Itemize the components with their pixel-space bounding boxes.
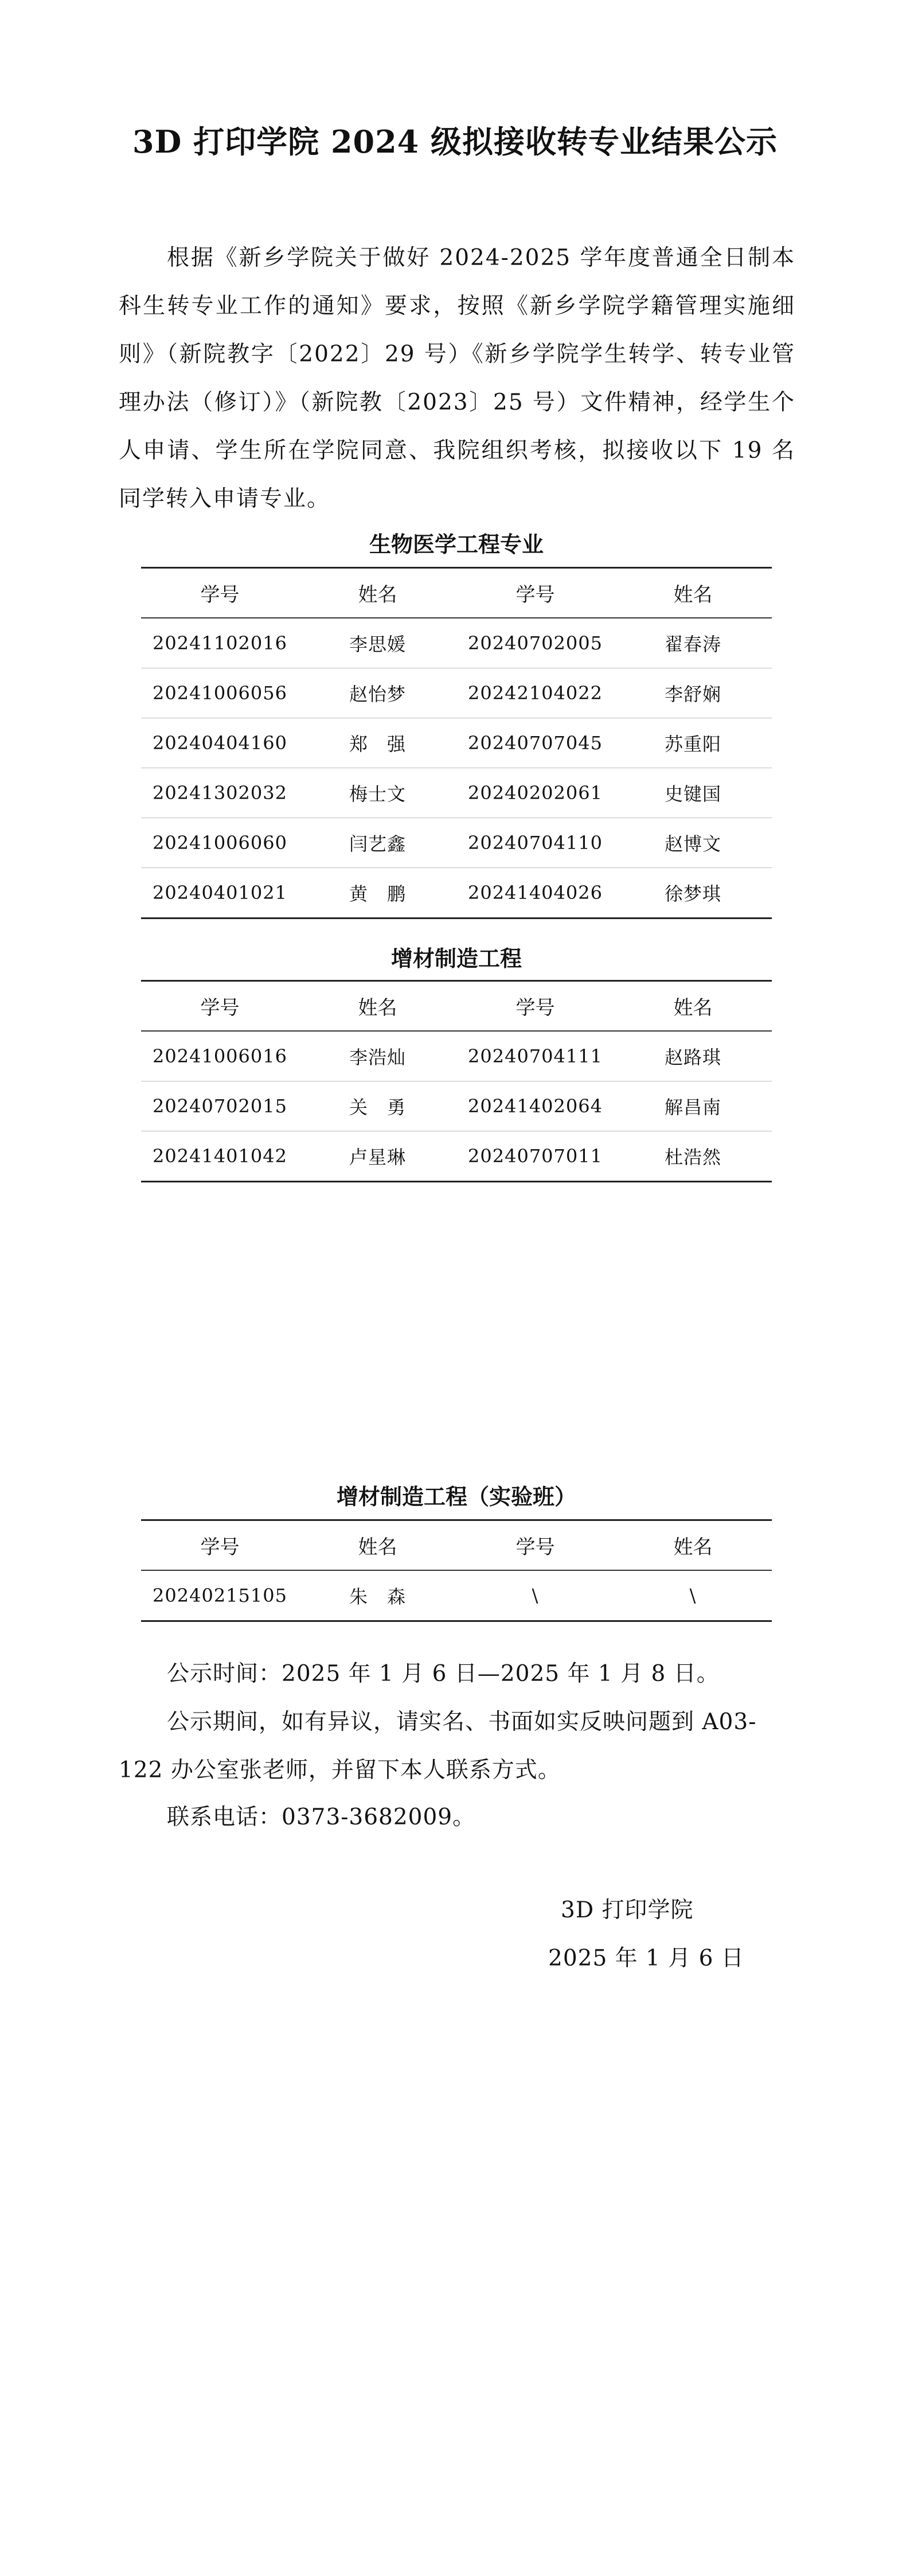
column-header: 学号 <box>456 568 614 618</box>
student-name: 史键国 <box>614 768 772 818</box>
student-name: 李舒娴 <box>614 668 772 718</box>
table-row <box>141 768 772 818</box>
table-row <box>141 868 772 919</box>
student-id: 20241006056 <box>141 668 299 718</box>
table-row <box>141 718 772 768</box>
student-id: 20240401021 <box>153 882 287 904</box>
column-header: 姓名 <box>614 1520 772 1571</box>
student-name: 李浩灿 <box>299 1031 456 1081</box>
student-id: 20241404026 <box>468 882 603 904</box>
table-row <box>141 1570 772 1621</box>
student-id: 20240704110 <box>456 818 614 868</box>
student-name: 赵博文 <box>614 818 772 868</box>
student-id: 20240202061 <box>456 768 614 818</box>
table-row <box>141 1081 772 1131</box>
column-header: 学号 <box>456 1520 614 1571</box>
table-header-row <box>141 1520 772 1571</box>
page-title: 3D 打印学院 2024 级拟接收转专业结果公示 <box>132 123 778 160</box>
student-name: 赵怡梦 <box>299 668 456 718</box>
student-id: 20241401042 <box>153 1145 287 1167</box>
table-row <box>141 668 772 718</box>
column-header: 学号 <box>141 568 299 618</box>
student-id: 20240707011 <box>468 1145 603 1167</box>
student-name: \ <box>689 1585 697 1606</box>
table-header-row <box>141 568 772 618</box>
roster-table-biomedical <box>141 567 772 919</box>
table-row <box>141 1131 772 1182</box>
student-id: 20242104022 <box>456 668 614 718</box>
table-row <box>141 818 772 868</box>
student-id: 20241402064 <box>456 1081 614 1131</box>
intro-paragraph: 根据《新乡学院关于做好 2024-2025 学年度普通全日制本科生转专业工作的通知》要求，按照《新乡学院学籍管理实施细则》（新院教字〔2022〕29 号）《新乡学院学生转学、转专业管理办法（修订）》（新院教〔2023〕25 号）文件精神，经学生个人申请、学生所在学院同意、我院组织考核，拟接收以下 19 名同学转入申请专业。 <box>119 245 795 512</box>
column-header: 姓名 <box>614 981 772 1032</box>
student-id: 20240702015 <box>141 1081 299 1131</box>
column-header: 姓名 <box>299 568 456 618</box>
column-header: 姓名 <box>299 981 456 1032</box>
table-row <box>141 618 772 668</box>
student-id: 20241006060 <box>141 818 299 868</box>
student-id: 20241102016 <box>141 618 299 668</box>
column-header: 姓名 <box>299 1520 456 1571</box>
column-header: 学号 <box>456 981 614 1032</box>
section-title-additive: 增材制造工程 <box>390 946 522 971</box>
student-name: 黄 鹏 <box>349 883 406 905</box>
student-id: 20240704111 <box>456 1031 614 1081</box>
student-name: 杜浩然 <box>664 1146 721 1168</box>
student-name: 赵路琪 <box>614 1031 772 1081</box>
student-id: 20241006016 <box>141 1031 299 1081</box>
student-name: 关 勇 <box>299 1081 456 1131</box>
signature-date: 2025 年 1 月 6 日 <box>548 1945 744 1971</box>
table-header-row <box>141 981 772 1032</box>
column-header: 姓名 <box>614 568 772 618</box>
section-title-biomedical: 生物医学工程专业 <box>369 532 544 557</box>
contact-phone: 联系电话：0373-3682009。 <box>167 1804 476 1830</box>
student-name: 徐梦琪 <box>664 883 721 905</box>
student-id: 20240702005 <box>456 618 614 668</box>
student-name: 卢星琳 <box>349 1146 406 1168</box>
student-name: 闫艺鑫 <box>299 818 456 868</box>
student-name: 郑 强 <box>299 718 456 768</box>
student-id: 20240215105 <box>153 1585 287 1606</box>
table-row <box>141 1031 772 1081</box>
notice-objection: 公示期间，如有异议，请实名、书面如实反映问题到 A03-122 办公室张老师，并留下本人联系方式。 <box>119 1709 757 1783</box>
roster-table-additive-experimental <box>141 1519 772 1622</box>
student-name: 朱 森 <box>349 1586 406 1608</box>
student-id: \ <box>532 1585 539 1606</box>
student-name: 梅士文 <box>299 768 456 818</box>
student-id: 20240404160 <box>141 718 299 768</box>
student-name: 翟春涛 <box>614 618 772 668</box>
student-id: 20240707045 <box>456 718 614 768</box>
column-header: 学号 <box>141 981 299 1032</box>
student-name: 解昌南 <box>614 1081 772 1131</box>
signature-org: 3D 打印学院 <box>561 1897 694 1923</box>
notice-time: 公示时间：2025 年 1 月 6 日—2025 年 1 月 8 日。 <box>167 1661 720 1687</box>
student-id: 20241302032 <box>141 768 299 818</box>
student-name: 苏重阳 <box>614 718 772 768</box>
student-name: 李思媛 <box>299 618 456 668</box>
column-header: 学号 <box>141 1520 299 1571</box>
section-title-additive-experimental: 增材制造工程（实验班） <box>336 1484 576 1509</box>
roster-table-additive <box>141 980 772 1182</box>
